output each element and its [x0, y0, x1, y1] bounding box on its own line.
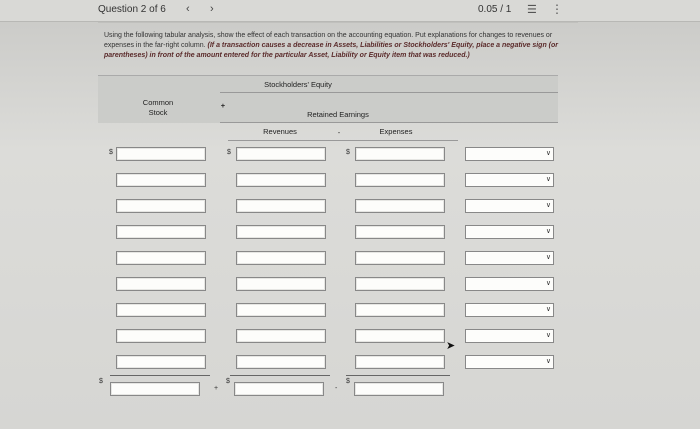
revenues-input[interactable] [236, 147, 326, 161]
common-stock-input[interactable] [116, 225, 206, 239]
minus-sign: - [337, 128, 341, 137]
plus-sign: + [220, 101, 226, 110]
total-expenses-input[interactable] [354, 382, 444, 396]
common-stock-input[interactable] [116, 303, 206, 317]
instructions [104, 31, 574, 61]
common-stock-input[interactable] [116, 329, 206, 343]
revenues-input[interactable] [236, 329, 326, 343]
total-dollar-rev: $ [226, 378, 230, 385]
instructions-emphasis: (If a transaction causes a decrease in Assets, Liabilities or Stockholders' Equity, place a negative sign (or parentheses) in front of the amount entered for the particular Asset, Liability or Equity item that was reduced.) [104, 42, 559, 59]
mouse-cursor-icon: ➤ [446, 340, 456, 352]
explanation-select[interactable] [465, 147, 554, 161]
chevron-down-icon: ∨ [545, 202, 551, 209]
revenues-input[interactable] [236, 277, 326, 291]
chevron-down-icon: ∨ [545, 228, 551, 235]
score-display: 0.05 / 1 [478, 4, 512, 15]
common-stock-input[interactable] [116, 251, 206, 265]
chevron-down-icon: ∨ [545, 176, 551, 183]
chevron-down-icon: ∨ [545, 280, 551, 287]
explanation-select[interactable] [465, 225, 554, 239]
total-revenues-input[interactable] [234, 382, 324, 396]
chevron-down-icon: ∨ [545, 254, 551, 261]
revenue-expense-underline [228, 140, 458, 141]
retained-underline [220, 122, 558, 123]
row-dollar-0: $ [109, 149, 113, 156]
total-line-rev [230, 375, 330, 376]
expenses-input[interactable] [355, 355, 445, 369]
chevron-down-icon: ∨ [545, 306, 551, 313]
row-dollar-2: $ [346, 149, 350, 156]
explanation-select[interactable] [465, 355, 554, 369]
chevron-down-icon: ∨ [545, 150, 551, 157]
total-plus: + [214, 385, 219, 392]
question-label: Question 2 of 6 [98, 4, 166, 15]
expenses-header: Expenses [379, 127, 413, 136]
expenses-input[interactable] [355, 173, 445, 187]
explanation-select[interactable] [465, 277, 554, 291]
total-dollar-exp: $ [346, 378, 350, 385]
revenues-input[interactable] [236, 199, 326, 213]
explanation-select[interactable] [465, 303, 554, 317]
explanation-select[interactable] [465, 251, 554, 265]
header-divider [98, 22, 578, 23]
revenues-input[interactable] [236, 355, 326, 369]
revenues-input[interactable] [236, 173, 326, 187]
table-header [98, 75, 558, 123]
chevron-down-icon: ∨ [545, 332, 551, 339]
revenues-header: Revenues [263, 127, 297, 136]
expenses-input[interactable] [355, 147, 445, 161]
total-line-exp [346, 375, 450, 376]
explanation-select[interactable] [465, 199, 554, 213]
expenses-input[interactable] [355, 199, 445, 213]
question-header [0, 0, 700, 22]
more-vertical-icon[interactable]: ⋮ [551, 2, 563, 16]
chevron-down-icon: ∨ [545, 358, 551, 365]
total-common-stock-input[interactable] [110, 382, 200, 396]
row-dollar-1: $ [227, 149, 231, 156]
total-minus: - [335, 385, 338, 392]
retained-earnings-header: Retained Earnings [307, 110, 369, 119]
explanation-select[interactable] [465, 329, 554, 343]
total-dollar-cs: $ [99, 378, 103, 385]
chevron-left-icon[interactable]: ‹ [186, 3, 190, 15]
revenues-input[interactable] [236, 303, 326, 317]
stockholders-equity-header: Stockholders' Equity [264, 80, 332, 89]
expenses-input[interactable] [355, 251, 445, 265]
instructions-text: Using the following tabular analysis, show the effect of each transaction on the accounting equation. Put explanations for changes to revenues or expenses in the far-right column. [104, 32, 553, 49]
total-line-cs [110, 375, 210, 376]
list-icon[interactable]: ☰ [527, 4, 537, 16]
common-stock-input[interactable] [116, 277, 206, 291]
common-stock-input[interactable] [116, 173, 206, 187]
common-stock-input[interactable] [116, 199, 206, 213]
revenues-input[interactable] [236, 225, 326, 239]
expenses-input[interactable] [355, 303, 445, 317]
chevron-right-icon[interactable]: › [210, 3, 214, 15]
common-stock-input[interactable] [116, 355, 206, 369]
common-stock-header: Common Stock [142, 98, 174, 117]
revenues-input[interactable] [236, 251, 326, 265]
expenses-input[interactable] [355, 329, 445, 343]
expenses-input[interactable] [355, 277, 445, 291]
group-underline [220, 92, 558, 93]
expenses-input[interactable] [355, 225, 445, 239]
explanation-select[interactable] [465, 173, 554, 187]
common-stock-input[interactable] [116, 147, 206, 161]
